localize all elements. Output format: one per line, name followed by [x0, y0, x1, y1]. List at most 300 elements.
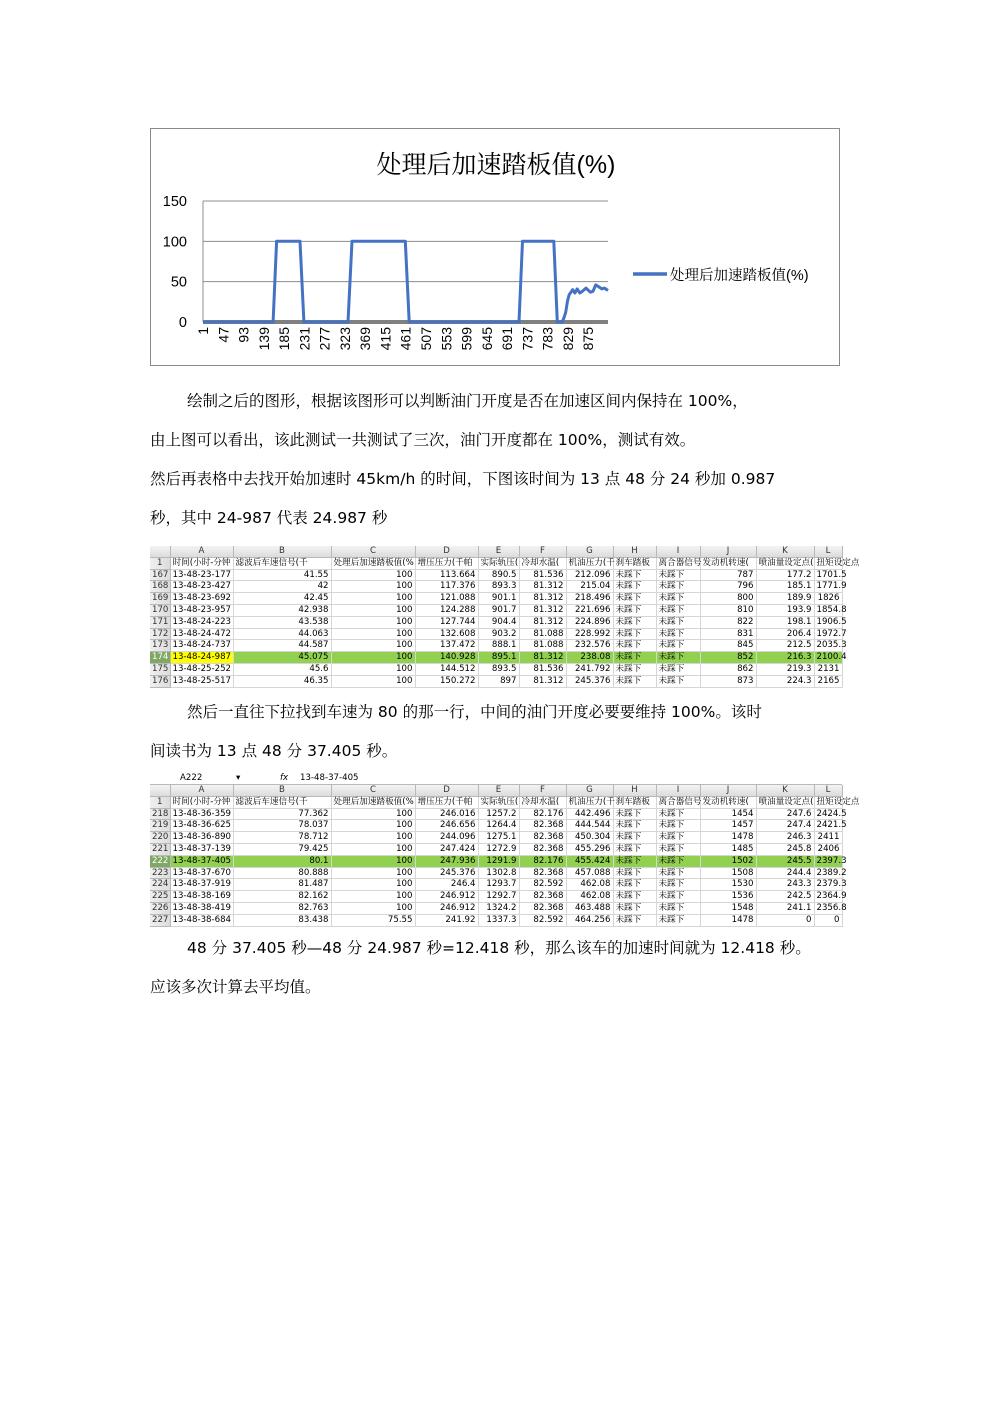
- header-cell[interactable]: 发动机转速(: [700, 796, 756, 808]
- table-cell[interactable]: 45.6: [233, 663, 331, 675]
- table-cell[interactable]: 831: [700, 628, 756, 640]
- header-cell[interactable]: 处理后加速踏板值(%: [331, 796, 415, 808]
- table-cell[interactable]: 13-48-25-252: [170, 663, 233, 675]
- table-cell[interactable]: 100: [331, 832, 415, 844]
- table-cell[interactable]: 1275.1: [478, 832, 519, 844]
- table-cell[interactable]: 82.176: [519, 808, 566, 820]
- fx-icon[interactable]: fx: [280, 773, 289, 783]
- table-cell[interactable]: 247.4: [756, 820, 814, 832]
- header-cell[interactable]: 扭矩设定点: [814, 796, 842, 808]
- formula-input[interactable]: 13-48-37-405: [300, 773, 359, 783]
- column-letter[interactable]: G: [566, 546, 613, 557]
- column-letter[interactable]: I: [656, 785, 700, 796]
- row-number[interactable]: 174: [152, 652, 169, 663]
- table-cell[interactable]: 457.088: [566, 867, 613, 879]
- table-cell[interactable]: 未踩下: [656, 867, 700, 879]
- table-cell[interactable]: 13-48-37-405: [170, 855, 233, 867]
- table-cell[interactable]: 1906.5: [814, 616, 842, 628]
- table-cell[interactable]: 1771.9: [814, 581, 842, 593]
- table-cell[interactable]: 2411: [814, 832, 842, 844]
- table-cell[interactable]: 241.792: [566, 663, 613, 675]
- header-cell[interactable]: 时间(小时-分钟: [170, 796, 233, 808]
- header-cell[interactable]: 刹车踏板: [613, 557, 656, 569]
- table-cell[interactable]: 100: [331, 902, 415, 914]
- table-cell[interactable]: 未踩下: [656, 843, 700, 855]
- table-cell[interactable]: 13-48-37-919: [170, 879, 233, 891]
- table-cell[interactable]: 未踩下: [656, 879, 700, 891]
- table-cell[interactable]: 43.538: [233, 616, 331, 628]
- column-letter[interactable]: J: [700, 785, 756, 796]
- table-cell[interactable]: 1293.7: [478, 879, 519, 891]
- table-cell[interactable]: 177.2: [756, 569, 814, 581]
- table-cell[interactable]: 800: [700, 593, 756, 605]
- table-cell[interactable]: 241.92: [415, 914, 478, 926]
- table-cell[interactable]: 未踩下: [656, 902, 700, 914]
- table-cell[interactable]: 245.376: [566, 675, 613, 687]
- table-cell[interactable]: 897: [478, 675, 519, 687]
- table-cell[interactable]: 未踩下: [613, 891, 656, 903]
- header-cell[interactable]: 机油压力(千: [566, 557, 613, 569]
- table-cell[interactable]: 81.312: [519, 616, 566, 628]
- table-cell[interactable]: 462.08: [566, 891, 613, 903]
- table-cell[interactable]: 246.656: [415, 820, 478, 832]
- table-cell[interactable]: 215.04: [566, 581, 613, 593]
- table-cell[interactable]: 13-48-24-737: [170, 640, 233, 652]
- table-cell[interactable]: 82.592: [519, 879, 566, 891]
- table-cell[interactable]: 82.162: [233, 891, 331, 903]
- table-cell[interactable]: 13-48-37-670: [170, 867, 233, 879]
- table-cell[interactable]: 127.744: [415, 616, 478, 628]
- table-cell[interactable]: 232.576: [566, 640, 613, 652]
- row-number[interactable]: 175: [152, 663, 169, 674]
- table-cell[interactable]: 903.2: [478, 628, 519, 640]
- table-cell[interactable]: 787: [700, 569, 756, 581]
- table-cell[interactable]: 未踩下: [613, 879, 656, 891]
- table-cell[interactable]: 810: [700, 604, 756, 616]
- table-cell[interactable]: 100: [331, 820, 415, 832]
- table-cell[interactable]: 13-48-36-359: [170, 808, 233, 820]
- name-box[interactable]: A222: [180, 773, 203, 783]
- table-cell[interactable]: 1264.4: [478, 820, 519, 832]
- table-cell[interactable]: 未踩下: [613, 581, 656, 593]
- table-cell[interactable]: 82.592: [519, 914, 566, 926]
- table-cell[interactable]: 100: [331, 628, 415, 640]
- table-cell[interactable]: 81.312: [519, 593, 566, 605]
- header-cell[interactable]: 发动机转速(: [700, 557, 756, 569]
- table-cell[interactable]: 42.938: [233, 604, 331, 616]
- table-cell[interactable]: 242.5: [756, 891, 814, 903]
- table-cell[interactable]: 455.424: [566, 855, 613, 867]
- header-cell[interactable]: 滤波后车速信号(千: [233, 557, 331, 569]
- header-cell[interactable]: 离合器信号: [656, 796, 700, 808]
- table-cell[interactable]: 1324.2: [478, 902, 519, 914]
- table-cell[interactable]: 13-48-23-177: [170, 569, 233, 581]
- table-cell[interactable]: 224.896: [566, 616, 613, 628]
- table-cell[interactable]: 42: [233, 581, 331, 593]
- table-cell[interactable]: 未踩下: [656, 628, 700, 640]
- column-letter[interactable]: A: [170, 785, 233, 796]
- table-cell[interactable]: 117.376: [415, 581, 478, 593]
- table-cell[interactable]: 895.1: [478, 652, 519, 664]
- row-number[interactable]: 1: [150, 557, 170, 569]
- row-number[interactable]: 172: [152, 628, 169, 639]
- table-cell[interactable]: 796: [700, 581, 756, 593]
- table-cell[interactable]: 100: [331, 581, 415, 593]
- table-cell[interactable]: 13-48-24-223: [170, 616, 233, 628]
- table-cell[interactable]: 100: [331, 616, 415, 628]
- table-cell[interactable]: 893.5: [478, 663, 519, 675]
- table-cell[interactable]: 228.992: [566, 628, 613, 640]
- table-cell[interactable]: 2406: [814, 843, 842, 855]
- table-cell[interactable]: 81.536: [519, 569, 566, 581]
- table-cell[interactable]: 未踩下: [613, 616, 656, 628]
- table-cell[interactable]: 246.016: [415, 808, 478, 820]
- table-cell[interactable]: 1292.7: [478, 891, 519, 903]
- row-number[interactable]: 168: [152, 581, 169, 592]
- table-cell[interactable]: 13-48-37-139: [170, 843, 233, 855]
- table-cell[interactable]: 81.487: [233, 879, 331, 891]
- header-cell[interactable]: 增压压力(千帕: [415, 557, 478, 569]
- column-letter[interactable]: H: [613, 546, 656, 557]
- table-cell[interactable]: 2035.3: [814, 640, 842, 652]
- header-cell[interactable]: 实际轨压(: [478, 557, 519, 569]
- table-cell[interactable]: 1272.9: [478, 843, 519, 855]
- table-cell[interactable]: 1502: [700, 855, 756, 867]
- table-cell[interactable]: 238.08: [566, 652, 613, 664]
- table-cell[interactable]: 未踩下: [613, 675, 656, 687]
- table-cell[interactable]: 2389.2: [814, 867, 842, 879]
- table-cell[interactable]: 2397.3: [814, 855, 842, 867]
- table-cell[interactable]: 224.3: [756, 675, 814, 687]
- header-cell[interactable]: 刹车踏板: [613, 796, 656, 808]
- table-cell[interactable]: 241.1: [756, 902, 814, 914]
- table-cell[interactable]: 212.096: [566, 569, 613, 581]
- table-cell[interactable]: 901.1: [478, 593, 519, 605]
- table-cell[interactable]: 未踩下: [656, 855, 700, 867]
- table-cell[interactable]: 46.35: [233, 675, 331, 687]
- table-cell[interactable]: 未踩下: [613, 902, 656, 914]
- table-cell[interactable]: 0: [756, 914, 814, 926]
- table-cell[interactable]: 79.425: [233, 843, 331, 855]
- table-cell[interactable]: 13-48-36-890: [170, 832, 233, 844]
- table-cell[interactable]: 13-48-38-169: [170, 891, 233, 903]
- table-cell[interactable]: 13-48-23-692: [170, 593, 233, 605]
- header-cell[interactable]: 喷油量设定点(: [756, 557, 814, 569]
- table-cell[interactable]: 13-48-23-957: [170, 604, 233, 616]
- table-cell[interactable]: 2100.4: [814, 652, 842, 664]
- row-number[interactable]: 227: [152, 914, 169, 925]
- table-cell[interactable]: 1457: [700, 820, 756, 832]
- table-cell[interactable]: 132.608: [415, 628, 478, 640]
- table-cell[interactable]: 83.438: [233, 914, 331, 926]
- table-cell[interactable]: 未踩下: [656, 604, 700, 616]
- header-cell[interactable]: 冷却水温(: [519, 557, 566, 569]
- table-cell[interactable]: 2131: [814, 663, 842, 675]
- table-cell[interactable]: 219.3: [756, 663, 814, 675]
- table-cell[interactable]: 82.368: [519, 891, 566, 903]
- column-letter[interactable]: I: [656, 546, 700, 557]
- table-cell[interactable]: 未踩下: [613, 820, 656, 832]
- table-cell[interactable]: 未踩下: [656, 832, 700, 844]
- table-cell[interactable]: 890.5: [478, 569, 519, 581]
- column-letter[interactable]: D: [415, 546, 478, 557]
- table-cell[interactable]: 44.063: [233, 628, 331, 640]
- row-number[interactable]: 225: [152, 891, 169, 902]
- table-cell[interactable]: 1478: [700, 914, 756, 926]
- table-cell[interactable]: 193.9: [756, 604, 814, 616]
- table-cell[interactable]: 1454: [700, 808, 756, 820]
- table-cell[interactable]: 未踩下: [613, 604, 656, 616]
- column-letter[interactable]: K: [756, 546, 814, 557]
- table-cell[interactable]: 78.712: [233, 832, 331, 844]
- table-cell[interactable]: 245.8: [756, 843, 814, 855]
- table-cell[interactable]: 100: [331, 879, 415, 891]
- table-cell[interactable]: 77.362: [233, 808, 331, 820]
- name-box-dropdown-icon[interactable]: ▾: [236, 773, 241, 783]
- table-cell[interactable]: 82.368: [519, 832, 566, 844]
- table-cell[interactable]: 1337.3: [478, 914, 519, 926]
- column-letter[interactable]: G: [566, 785, 613, 796]
- table-cell[interactable]: 100: [331, 652, 415, 664]
- table-cell[interactable]: 244.096: [415, 832, 478, 844]
- row-number[interactable]: 221: [152, 843, 169, 854]
- table-cell[interactable]: 81.088: [519, 628, 566, 640]
- table-cell[interactable]: 82.368: [519, 843, 566, 855]
- table-cell[interactable]: 442.496: [566, 808, 613, 820]
- header-cell[interactable]: 滤波后车速信号(千: [233, 796, 331, 808]
- table-cell[interactable]: 100: [331, 843, 415, 855]
- table-cell[interactable]: 1530: [700, 879, 756, 891]
- table-cell[interactable]: 1257.2: [478, 808, 519, 820]
- column-letter[interactable]: A: [170, 546, 233, 557]
- table-cell[interactable]: 1548: [700, 902, 756, 914]
- table-cell[interactable]: 2364.9: [814, 891, 842, 903]
- table-cell[interactable]: 80.1: [233, 855, 331, 867]
- table-cell[interactable]: 41.55: [233, 569, 331, 581]
- header-cell[interactable]: 增压压力(千帕: [415, 796, 478, 808]
- header-cell[interactable]: 喷油量设定点(: [756, 796, 814, 808]
- column-letter[interactable]: D: [415, 785, 478, 796]
- row-number[interactable]: 220: [152, 832, 169, 843]
- table-cell[interactable]: 81.536: [519, 663, 566, 675]
- table-cell[interactable]: 247.6: [756, 808, 814, 820]
- row-number[interactable]: 170: [152, 604, 169, 615]
- table-cell[interactable]: 247.936: [415, 855, 478, 867]
- header-cell[interactable]: 冷却水温(: [519, 796, 566, 808]
- column-letter[interactable]: L: [814, 546, 842, 557]
- table-cell[interactable]: 1485: [700, 843, 756, 855]
- table-cell[interactable]: 198.1: [756, 616, 814, 628]
- table-cell[interactable]: 893.3: [478, 581, 519, 593]
- table-cell[interactable]: 未踩下: [613, 593, 656, 605]
- table-cell[interactable]: 246.912: [415, 891, 478, 903]
- table-cell[interactable]: 247.424: [415, 843, 478, 855]
- table-cell[interactable]: 80.888: [233, 867, 331, 879]
- table-cell[interactable]: 未踩下: [656, 616, 700, 628]
- table-cell[interactable]: 464.256: [566, 914, 613, 926]
- table-cell[interactable]: 未踩下: [656, 914, 700, 926]
- table-cell[interactable]: 845: [700, 640, 756, 652]
- table-cell[interactable]: 13-48-25-517: [170, 675, 233, 687]
- table-cell[interactable]: 81.088: [519, 640, 566, 652]
- header-cell[interactable]: 离合器信号: [656, 557, 700, 569]
- row-number[interactable]: 226: [152, 902, 169, 913]
- table-cell[interactable]: 216.3: [756, 652, 814, 664]
- table-cell[interactable]: 未踩下: [656, 569, 700, 581]
- table-cell[interactable]: 100: [331, 867, 415, 879]
- table-cell[interactable]: 45.075: [233, 652, 331, 664]
- table-cell[interactable]: 463.488: [566, 902, 613, 914]
- table-cell[interactable]: 121.088: [415, 593, 478, 605]
- table-cell[interactable]: 未踩下: [613, 652, 656, 664]
- table-cell[interactable]: 未踩下: [656, 675, 700, 687]
- table-cell[interactable]: 100: [331, 593, 415, 605]
- table-cell[interactable]: 124.288: [415, 604, 478, 616]
- table-cell[interactable]: 未踩下: [613, 855, 656, 867]
- header-cell[interactable]: 机油压力(千: [566, 796, 613, 808]
- column-letter[interactable]: C: [331, 785, 415, 796]
- table-cell[interactable]: 100: [331, 891, 415, 903]
- table-cell[interactable]: 75.55: [331, 914, 415, 926]
- table-cell[interactable]: 未踩下: [613, 569, 656, 581]
- table-cell[interactable]: 450.304: [566, 832, 613, 844]
- table-cell[interactable]: 1302.8: [478, 867, 519, 879]
- table-cell[interactable]: 852: [700, 652, 756, 664]
- table-cell[interactable]: 78.037: [233, 820, 331, 832]
- table-cell[interactable]: 未踩下: [656, 581, 700, 593]
- table-cell[interactable]: 901.7: [478, 604, 519, 616]
- table-cell[interactable]: 82.176: [519, 855, 566, 867]
- table-cell[interactable]: 904.4: [478, 616, 519, 628]
- header-cell[interactable]: 时间(小时-分钟: [170, 557, 233, 569]
- column-letter[interactable]: H: [613, 785, 656, 796]
- table-cell[interactable]: 81.312: [519, 675, 566, 687]
- table-cell[interactable]: 81.312: [519, 581, 566, 593]
- column-letter[interactable]: L: [814, 785, 842, 796]
- select-all-corner[interactable]: [150, 785, 170, 796]
- header-cell[interactable]: 处理后加速踏板值(%: [331, 557, 415, 569]
- table-cell[interactable]: 2356.8: [814, 902, 842, 914]
- table-cell[interactable]: 未踩下: [656, 808, 700, 820]
- table-cell[interactable]: 444.544: [566, 820, 613, 832]
- table-cell[interactable]: 81.312: [519, 604, 566, 616]
- row-number[interactable]: 1: [150, 796, 170, 808]
- table-cell[interactable]: 245.5: [756, 855, 814, 867]
- table-cell[interactable]: 888.1: [478, 640, 519, 652]
- table-cell[interactable]: 462.08: [566, 879, 613, 891]
- table-cell[interactable]: 246.912: [415, 902, 478, 914]
- table-cell[interactable]: 1854.8: [814, 604, 842, 616]
- table-cell[interactable]: 137.472: [415, 640, 478, 652]
- row-number[interactable]: 219: [152, 820, 169, 831]
- table-cell[interactable]: 113.664: [415, 569, 478, 581]
- table-cell[interactable]: 100: [331, 569, 415, 581]
- table-cell[interactable]: 1478: [700, 832, 756, 844]
- table-cell[interactable]: 1508: [700, 867, 756, 879]
- table-cell[interactable]: 246.4: [415, 879, 478, 891]
- table-cell[interactable]: 185.1: [756, 581, 814, 593]
- table-cell[interactable]: 未踩下: [656, 820, 700, 832]
- table-cell[interactable]: 243.3: [756, 879, 814, 891]
- table-cell[interactable]: 未踩下: [613, 843, 656, 855]
- column-letter[interactable]: B: [233, 785, 331, 796]
- table-cell[interactable]: 13-48-23-427: [170, 581, 233, 593]
- table-cell[interactable]: 100: [331, 640, 415, 652]
- table-cell[interactable]: 100: [331, 855, 415, 867]
- header-cell[interactable]: 扭矩设定点: [814, 557, 842, 569]
- table-cell[interactable]: 1826: [814, 593, 842, 605]
- column-letter[interactable]: F: [519, 785, 566, 796]
- table-cell[interactable]: 未踩下: [656, 891, 700, 903]
- table-cell[interactable]: 140.928: [415, 652, 478, 664]
- header-cell[interactable]: 实际轨压(: [478, 796, 519, 808]
- column-letter[interactable]: K: [756, 785, 814, 796]
- table-cell[interactable]: 81.312: [519, 652, 566, 664]
- table-cell[interactable]: 未踩下: [613, 914, 656, 926]
- table-cell[interactable]: 44.587: [233, 640, 331, 652]
- row-number[interactable]: 173: [152, 640, 169, 651]
- row-number[interactable]: 176: [152, 675, 169, 686]
- table-cell[interactable]: 82.763: [233, 902, 331, 914]
- table-cell[interactable]: 245.376: [415, 867, 478, 879]
- table-cell[interactable]: 13-48-24-472: [170, 628, 233, 640]
- table-cell[interactable]: 455.296: [566, 843, 613, 855]
- table-cell[interactable]: 212.5: [756, 640, 814, 652]
- table-cell[interactable]: 未踩下: [613, 628, 656, 640]
- row-number[interactable]: 222: [152, 855, 169, 866]
- table-cell[interactable]: 244.4: [756, 867, 814, 879]
- table-cell[interactable]: 100: [331, 604, 415, 616]
- table-cell[interactable]: 未踩下: [656, 593, 700, 605]
- row-number[interactable]: 218: [152, 808, 169, 819]
- table-cell[interactable]: 822: [700, 616, 756, 628]
- column-letter[interactable]: J: [700, 546, 756, 557]
- table-cell[interactable]: 862: [700, 663, 756, 675]
- table-cell[interactable]: 未踩下: [613, 832, 656, 844]
- table-cell[interactable]: 1536: [700, 891, 756, 903]
- column-letter[interactable]: E: [478, 546, 519, 557]
- row-number[interactable]: 169: [152, 593, 169, 604]
- table-cell[interactable]: 2424.5: [814, 808, 842, 820]
- table-cell[interactable]: 13-48-24-987: [170, 652, 233, 664]
- table-cell[interactable]: 2421.5: [814, 820, 842, 832]
- table-cell[interactable]: 218.496: [566, 593, 613, 605]
- table-cell[interactable]: 未踩下: [613, 640, 656, 652]
- table-cell[interactable]: 873: [700, 675, 756, 687]
- table-cell[interactable]: 1291.9: [478, 855, 519, 867]
- table-cell[interactable]: 未踩下: [656, 640, 700, 652]
- table-cell[interactable]: 82.368: [519, 867, 566, 879]
- table-cell[interactable]: 13-48-38-684: [170, 914, 233, 926]
- column-letter[interactable]: F: [519, 546, 566, 557]
- row-number[interactable]: 171: [152, 616, 169, 627]
- row-number[interactable]: 224: [152, 879, 169, 890]
- select-all-corner[interactable]: [150, 546, 170, 557]
- table-cell[interactable]: 未踩下: [656, 663, 700, 675]
- table-cell[interactable]: 未踩下: [656, 652, 700, 664]
- table-cell[interactable]: 100: [331, 808, 415, 820]
- row-number[interactable]: 167: [152, 569, 169, 580]
- table-cell[interactable]: 13-48-38-419: [170, 902, 233, 914]
- table-cell[interactable]: 2379.3: [814, 879, 842, 891]
- table-cell[interactable]: 100: [331, 675, 415, 687]
- table-cell[interactable]: 未踩下: [613, 867, 656, 879]
- table-cell[interactable]: 82.368: [519, 902, 566, 914]
- table-cell[interactable]: 未踩下: [613, 808, 656, 820]
- table-cell[interactable]: 221.696: [566, 604, 613, 616]
- column-letter[interactable]: B: [233, 546, 331, 557]
- table-cell[interactable]: 1701.5: [814, 569, 842, 581]
